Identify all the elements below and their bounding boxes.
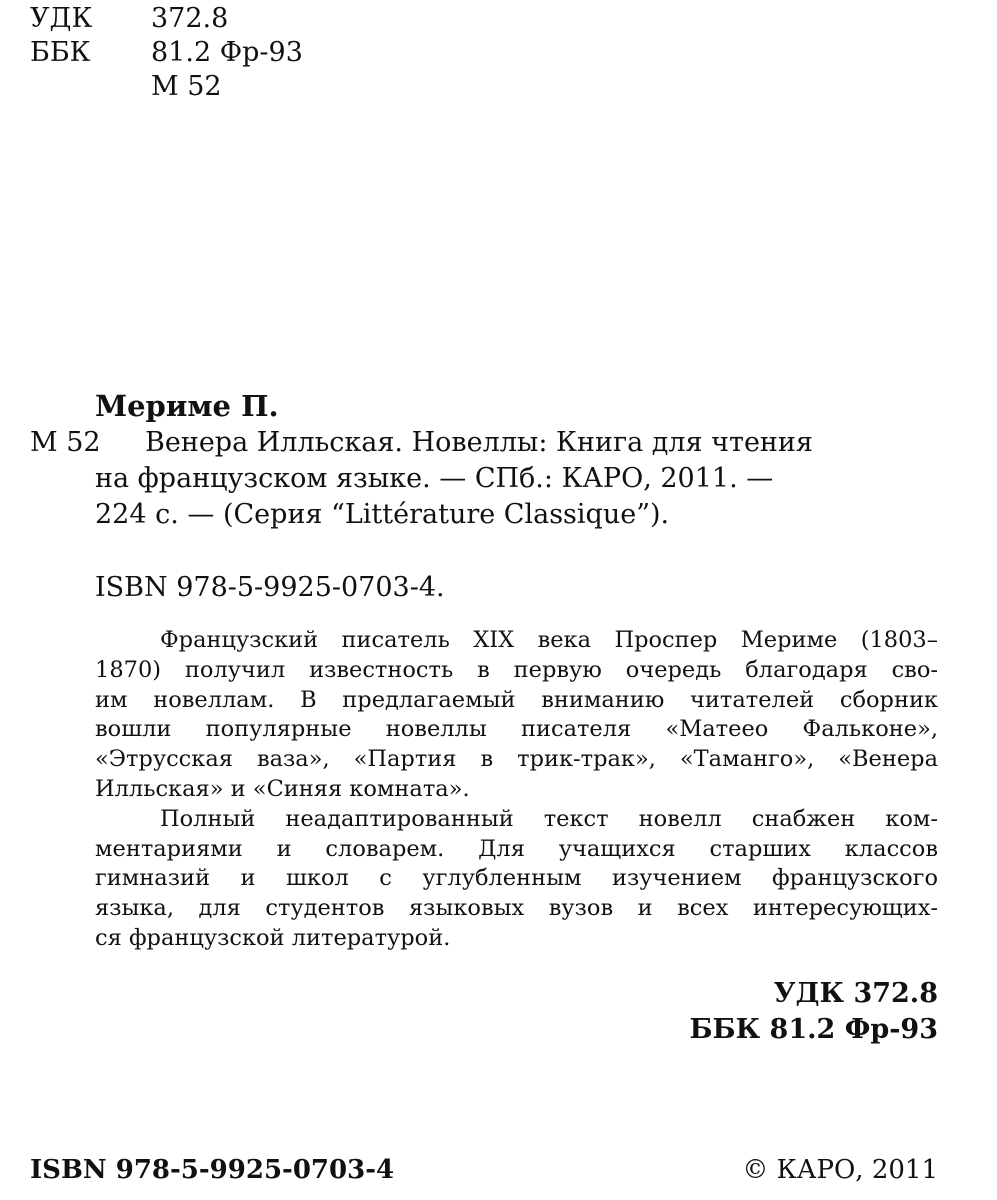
- footer-isbn: ISBN 978-5-9925-0703-4: [30, 1155, 395, 1185]
- classification-codes-right: [689, 976, 938, 1048]
- record-line: 224 с. — (Серия “Littérature Classique”).: [95, 499, 670, 530]
- annotation-line: гимназий и школ с углубленным изучением французского: [95, 865, 938, 892]
- annotation-line: Французский писатель XIX века Проспер Мериме (1803–: [160, 627, 938, 653]
- record-isbn: ISBN 978-5-9925-0703-4.: [95, 572, 445, 603]
- annotation-line: ментариями и словарем. Для учащихся старших классов: [95, 835, 938, 862]
- classification-block: [30, 2, 303, 104]
- record-line: на французском языке. — СПб.: КАРО, 2011. —: [95, 463, 774, 494]
- annotation-line: «Этрусская ваза», «Партия в трик-трак», «Таманго», «Венера: [95, 746, 938, 773]
- record-line: [30, 425, 940, 461]
- udk-value: 372.8: [151, 3, 229, 34]
- udk-row: [30, 2, 303, 36]
- bbk-code: ББК 81.2 Фр-93: [689, 1014, 938, 1045]
- bbk-row: [30, 36, 303, 70]
- author-sign-row: [30, 70, 303, 104]
- author-cipher: М 52: [30, 427, 101, 458]
- udk-code: УДК 372.8: [773, 978, 938, 1009]
- udk-label: УДК: [30, 3, 93, 34]
- bbk-label: ББК: [30, 37, 91, 68]
- bibliographic-record: [30, 425, 940, 533]
- annotation-line: Илльская» и «Синяя комната».: [95, 775, 470, 802]
- copyright-notice: © КАРО, 2011: [742, 1155, 938, 1185]
- record-title-line: Венера Илльская. Новеллы: Книга для чтения: [145, 427, 813, 458]
- annotation-line: языка, для студентов языковых вузов и всех интересующих-: [95, 895, 938, 922]
- annotation-line: ся французской литературой.: [95, 924, 451, 951]
- annotation-line: им новеллам. В предлагаемый вниманию читателей сборник: [95, 686, 938, 713]
- author-heading: Мериме П.: [95, 389, 279, 423]
- author-sign: М 52: [151, 71, 222, 102]
- annotation-line: 1870) получил известность в первую очередь благодаря сво-: [95, 656, 938, 683]
- annotation-line: Полный неадаптированный текст новелл снабжен ком-: [160, 805, 938, 832]
- bbk-value: 81.2 Фр-93: [151, 37, 303, 68]
- annotation: [95, 626, 938, 954]
- annotation-line: вошли популярные новеллы писателя «Матеео Фальконе»,: [95, 716, 938, 743]
